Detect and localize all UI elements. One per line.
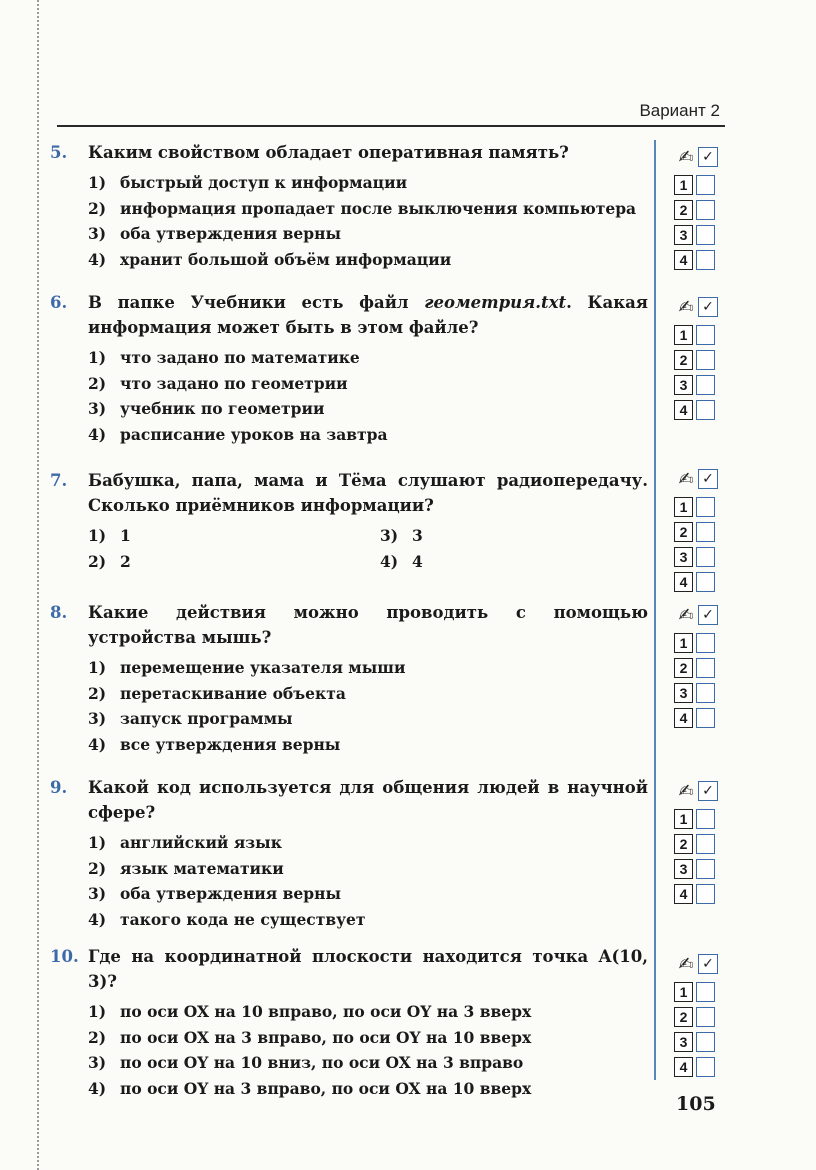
answer-checkbox[interactable]	[696, 683, 715, 703]
answer-label: 2	[674, 522, 693, 542]
answer-checkbox[interactable]	[696, 834, 715, 854]
question-text: Где на координатной плоскости находится точка A(10, 3)?	[88, 947, 648, 991]
check-icon[interactable]: ✓	[698, 147, 718, 167]
answer-label: 1	[674, 325, 693, 345]
answer-checkbox[interactable]	[696, 175, 715, 195]
answer-label: 1	[674, 809, 693, 829]
answer-label: 3	[674, 1032, 693, 1052]
question-number: 6.	[50, 293, 68, 312]
option: 3) запуск программы	[88, 709, 293, 728]
header-rule	[57, 125, 725, 127]
variant-label: Вариант 2	[639, 101, 720, 120]
option: 4) 4	[380, 551, 423, 571]
answer-checkbox[interactable]	[696, 1007, 715, 1027]
question-number: 10.	[50, 947, 79, 966]
answer-checkbox[interactable]	[696, 200, 715, 220]
answer-label: 3	[674, 683, 693, 703]
question-number: 7.	[50, 471, 68, 490]
question-text: Бабушка, папа, мама и Тёма слушают радиопередачу. Сколько приёмников информации?	[88, 471, 648, 515]
question-number: 8.	[50, 603, 68, 622]
option: 4) все утверждения верны	[88, 734, 341, 754]
answer-checkbox[interactable]	[696, 884, 715, 904]
pencil-icon: ✍	[678, 953, 694, 975]
answer-checkbox[interactable]	[696, 1032, 715, 1052]
pencil-icon: ✍	[678, 296, 694, 318]
question-7	[50, 468, 648, 574]
option: 2) 2	[88, 551, 131, 571]
question-text: Каким свойством обладает оперативная память?	[88, 143, 569, 162]
question-6	[50, 290, 648, 447]
answer-label: 2	[674, 200, 693, 220]
answer-label: 1	[674, 175, 693, 195]
check-icon[interactable]: ✓	[698, 605, 718, 625]
option: 3) оба утверждения верны	[88, 224, 341, 243]
check-icon[interactable]: ✓	[698, 781, 718, 801]
answer-label: 1	[674, 982, 693, 1002]
answer-box-8	[674, 604, 720, 730]
answer-checkbox[interactable]	[696, 225, 715, 245]
option: 2) по оси OX на 3 вправо, по оси OY на 10 вверх	[88, 1027, 532, 1047]
pencil-icon: ✍	[678, 604, 694, 626]
answer-checkbox[interactable]	[696, 809, 715, 829]
answer-checkbox[interactable]	[696, 708, 715, 728]
answer-label: 3	[674, 859, 693, 879]
pencil-icon: ✍	[678, 146, 694, 168]
option: 2) что задано по геометрии	[88, 373, 348, 393]
check-icon[interactable]: ✓	[698, 297, 718, 317]
pencil-icon: ✍	[678, 780, 694, 802]
option: 1) по оси OX на 10 вправо, по оси OY на 3 вверх	[88, 1002, 532, 1021]
answer-box-7	[674, 468, 720, 594]
answer-checkbox[interactable]	[696, 325, 715, 345]
question-9	[50, 775, 648, 932]
option: 3) 3	[380, 526, 423, 545]
answer-label: 2	[674, 350, 693, 370]
answer-checkbox[interactable]	[696, 250, 715, 270]
answer-label: 4	[674, 708, 693, 728]
answer-label: 4	[674, 400, 693, 420]
answer-checkbox[interactable]	[696, 522, 715, 542]
question-text: Какой код используется для общения людей в научной сфере?	[88, 778, 648, 822]
answer-label: 3	[674, 225, 693, 245]
answer-checkbox[interactable]	[696, 547, 715, 567]
question-10	[50, 944, 648, 1101]
check-icon[interactable]: ✓	[698, 954, 718, 974]
answer-checkbox[interactable]	[696, 572, 715, 592]
pencil-icon: ✍	[678, 468, 694, 490]
option: 3) оба утверждения верны	[88, 884, 341, 903]
perforation-line	[37, 0, 39, 1170]
option: 4) по оси OY на 3 вправо, по оси OX на 10 вверх	[88, 1078, 532, 1098]
answer-box-9	[674, 780, 720, 906]
answer-checkbox[interactable]	[696, 633, 715, 653]
answer-label: 1	[674, 497, 693, 517]
answer-checkbox[interactable]	[696, 350, 715, 370]
answer-box-5	[674, 146, 720, 272]
answer-label: 4	[674, 884, 693, 904]
answer-checkbox[interactable]	[696, 375, 715, 395]
option: 1) перемещение указателя мыши	[88, 658, 406, 677]
answer-label: 3	[674, 375, 693, 395]
answer-box-6	[674, 296, 720, 422]
question-number: 9.	[50, 778, 68, 797]
question-text: Какие действия можно проводить с помощью устройства мышь?	[88, 603, 648, 647]
answer-label: 4	[674, 250, 693, 270]
option: 2) язык математики	[88, 858, 284, 878]
answer-column-divider	[654, 140, 656, 1080]
answer-label: 2	[674, 834, 693, 854]
question-8	[50, 600, 648, 757]
option: 3) учебник по геометрии	[88, 399, 325, 418]
option: 4) расписание уроков на завтра	[88, 424, 388, 444]
answer-label: 3	[674, 547, 693, 567]
answer-checkbox[interactable]	[696, 400, 715, 420]
answer-checkbox[interactable]	[696, 497, 715, 517]
option: 2) информация пропадает после выключения компьютера	[88, 198, 637, 218]
answer-checkbox[interactable]	[696, 658, 715, 678]
option: 3) по оси OY на 10 вниз, по оси OX на 3 вправо	[88, 1053, 524, 1072]
question-5	[50, 140, 648, 272]
option: 1) что задано по математике	[88, 348, 360, 367]
option: 1) 1	[88, 526, 131, 545]
option: 4) такого кода не существует	[88, 909, 366, 929]
check-icon[interactable]: ✓	[698, 469, 718, 489]
answer-label: 4	[674, 572, 693, 592]
answer-label: 2	[674, 1007, 693, 1027]
option: 1) быстрый доступ к информации	[88, 173, 408, 192]
option: 1) английский язык	[88, 833, 282, 852]
answer-label: 4	[674, 1057, 693, 1077]
question-text: В папке Учебники есть файл геометрия.txt. Какая информация может быть в этом файле?	[88, 293, 648, 337]
answer-checkbox[interactable]	[696, 982, 715, 1002]
page-number: 105	[676, 1093, 716, 1115]
answer-checkbox[interactable]	[696, 859, 715, 879]
answer-label: 1	[674, 633, 693, 653]
answer-checkbox[interactable]	[696, 1057, 715, 1077]
answer-label: 2	[674, 658, 693, 678]
question-number: 5.	[50, 143, 68, 162]
option: 4) хранит большой объём информации	[88, 249, 452, 269]
answer-box-10	[674, 953, 720, 1079]
option: 2) перетаскивание объекта	[88, 683, 346, 703]
